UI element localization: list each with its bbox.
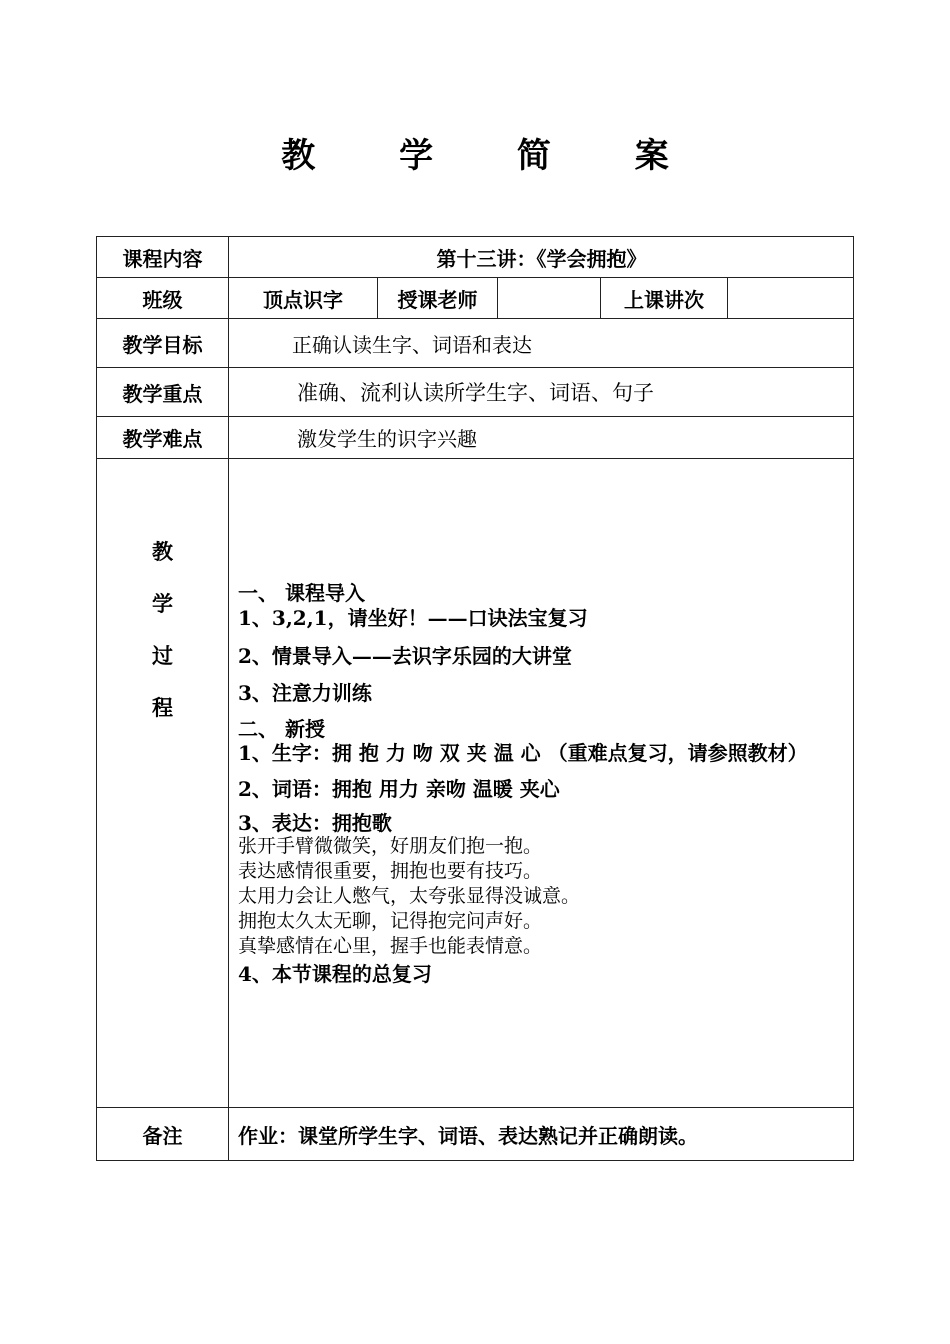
table-divider (228, 236, 229, 1161)
process-label-char: 学 (152, 591, 173, 616)
content-label: 课程内容 (122, 246, 203, 271)
goal-value: 正确认读生字、词语和表达 (292, 332, 532, 357)
process-label-char: 教 (152, 539, 173, 564)
goal-label: 教学目标 (122, 332, 203, 357)
notes-label: 备注 (142, 1123, 183, 1148)
process-item: 2、词语：拥抱 用力 亲吻 温暖 夹心 (238, 777, 560, 801)
process-item: 1、3,2,1，请坐好！——口诀法宝复习 (238, 606, 588, 630)
process-label (97, 535, 228, 743)
session-label: 上课讲次 (624, 287, 704, 312)
content-value: 第十三讲：《学会拥抱》 (436, 246, 647, 271)
process-item: 1、生字：拥 抱 力 吻 双 夹 温 心 （重难点复习，请参照教材） (238, 741, 808, 765)
process-item: 3、表达：拥抱歌 (238, 811, 392, 835)
poem-line: 真挚感情在心里，握手也能表情意。 (238, 935, 543, 957)
difficulty-value: 激发学生的识字兴趣 (297, 427, 477, 451)
teacher-label: 授课老师 (397, 287, 478, 312)
table-divider (96, 458, 854, 459)
process-label-char: 程 (152, 695, 173, 720)
class-value: 顶点识字 (263, 287, 343, 312)
key-label: 教学重点 (122, 381, 203, 406)
process-label-char: 过 (152, 643, 173, 668)
class-label: 班级 (142, 287, 183, 312)
poem-line: 表达感情很重要，拥抱也要有技巧。 (238, 860, 543, 882)
process-item: 3、注意力训练 (238, 681, 372, 705)
session-value (728, 278, 854, 318)
section-heading: 一、 课程导入 (238, 581, 365, 605)
difficulty-label: 教学难点 (122, 427, 203, 451)
process-item: 4、本节课程的总复习 (238, 962, 432, 986)
poem-line: 拥抱太久太无聊，记得抱完问声好。 (238, 910, 543, 932)
teacher-value (498, 278, 600, 318)
poem-line: 张开手臂微微笑，好朋友们抱一抱。 (238, 835, 543, 857)
poem-line: 太用力会让人憋气，太夸张显得没诚意。 (238, 885, 581, 907)
page-title: 教 学 简 案 (281, 136, 705, 176)
section-heading: 二、 新授 (238, 717, 325, 741)
notes-value: 作业：课堂所学生字、词语、表达熟记并正确朗读。 (238, 1123, 698, 1148)
process-item: 2、情景导入——去识字乐园的大讲堂 (238, 644, 572, 668)
key-value: 准确、流利认读所学生字、词语、句子 (297, 381, 654, 405)
